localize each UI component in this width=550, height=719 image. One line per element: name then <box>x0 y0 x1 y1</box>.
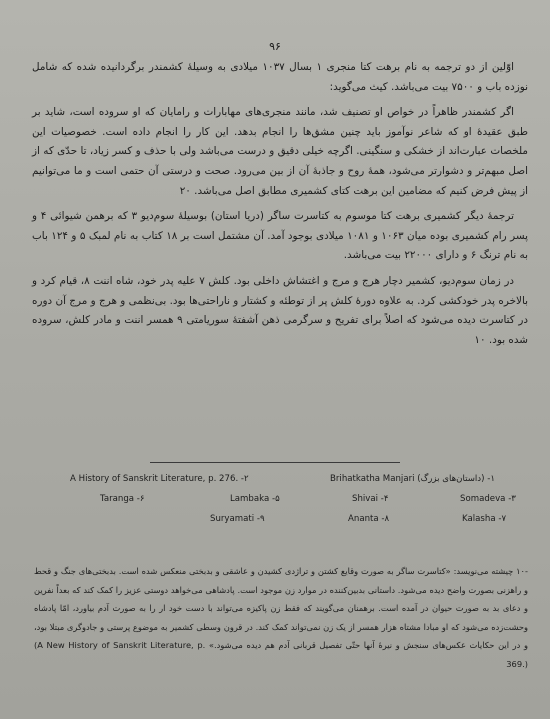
footnote-text: Suryamati <box>210 514 255 524</box>
footnote-label: -۸ <box>381 514 390 524</box>
footnote-text: A History of Sanskrit Literature, p. 276. <box>70 474 239 484</box>
footnote-row-1 <box>30 474 530 494</box>
main-text <box>32 58 528 356</box>
footnote-4 <box>352 494 388 504</box>
footnote-divider <box>150 462 400 463</box>
footnote-row-2 <box>30 494 530 514</box>
footnote-reference: (A New History of Sanskrit Literature, p. 369.) <box>34 640 528 669</box>
footnote-row-3 <box>30 514 530 534</box>
footnote-8 <box>348 514 389 524</box>
footnote-text: Somadeva <box>460 494 506 504</box>
footnote-text: Taranga <box>100 494 135 504</box>
footnote-7 <box>462 514 506 524</box>
footnote-text: Lambaka <box>230 494 270 504</box>
footnote-label: -۴ <box>380 494 389 504</box>
footnote-text: چیشته می‌نویسد: «کتاسرت ساگر به صورت وقایع کشتن و تراژدی کشیدن و عاشقی و بدبختی منعکس شده است. بدبختی‌های جنگ و قحط و راهزنی بصورت واضح دیده می‌شود. داستانی بدبین‌کننده در موارد زن موجود است. پادشاهی می‌خواهد دوستی عزیز را کمک کند که بعداً نفرین و دعای بد به صورت حیوان در آمده است. برهمنان می‌گویند که فقط زن پاکیزه می‌تواند با دست خود ار را به صورت آدم بیاورد، امّا پادشاه وحشت‌زده می‌شود که او مبادا مشتاه هزار همسر از یک زن نمی‌تواند کمک کند. در قرون وسطی کشمیر به موضوع پرستی و جادوگری مبتلا بود، و در این حکایات عکس‌های سنجش و نیرهٔ آنها حتّی تفصیل قربانی آدم هم دیده می‌شود.» <box>34 566 528 651</box>
footnote-label: -۷ <box>498 514 507 524</box>
paragraph-2: اگر کشمندر ظاهراً در خواص او تصنیف شد، مانند منجری‌های مهابارات و رامایان که او سروده است، شاید بر طبق عقیدهٔ او که شاعر نوآموز باید چنین مشق‌ها را انجام بدهد. این کار را انجام داده است. خصوصیات این ملخصات عبارت‌اند از خشکی و سنگینی. اگرچه خیلی دقیق و درست می‌باشد ولی با حذف و کسر زیاد، تا حدّی که از اصل مبهم‌تر و دشوارتر می‌شود، همهٔ روح و جاذبهٔ آن از بین می‌رود. صحت و درستی آن حتمی است و ما می‌توانیم از پیش فرض کنیم که مضامین این برهت کتای کشمیری مطابق اصل می‌باشد. ۲۰ <box>32 106 528 197</box>
paragraph-3: ترجمهٔ دیگر کشمیری برهت کتا موسوم به کتاسرت ساگر (دریا استان) بوسیلهٔ سوم‌دیو ۳ که برهمن شیوائی ۴ و پسر رام کشمیری بوده میان ۱۰۶۳ و ۱۰۸۱ میلادی بوجود آمد. آن مشتمل است بر ۱۸ کتاب به نام لمبک ۵ و ۱۲۴ باب به نام ترنگ ۶ و دارای ۲۲۰۰۰ بیت می‌باشد. <box>32 210 529 262</box>
footnote-label: -۳ <box>508 494 516 504</box>
footnote-label: -۱۰ <box>516 566 528 576</box>
footnote-label: -۵ <box>271 494 280 504</box>
paragraph-4: در زمان سوم‌دیو، کشمیر دچار هرج و مرج و اغتشاش داخلی بود. کلش ۷ علیه پدر خود، شاه اننت ۸، قیام کرد و بالاخره پدر خودکشی کرد. به علاوه دورهٔ کلش پر از توطئه و کشتار و ناراحتی‌ها بود. بی‌نظمی و هرج و مرج آن دوره در کتاسرت دیده می‌شود که اصلاً برای تفریح و سرگرمی ذهن آشفتهٔ سوریامتی ۹ همسر اننت و مادر کلش، سروده شده بود. ۱۰ <box>32 274 528 346</box>
footnote-label: -۹ <box>256 514 265 524</box>
footnotes <box>30 474 530 534</box>
footnote-label: -۱ <box>487 474 495 484</box>
footnote-text: Brihatkatha Manjari (داستان‌های بزرگ) <box>330 474 485 484</box>
paragraph-1: اوّلین از دو ترجمه به نام برهت کتا منجری ۱ بسال ۱۰۳۷ میلادی به وسیلهٔ کشمندر برگردانیده شده که شامل نوزده باب و ۷۵۰۰ بیت می‌باشد. کیث می‌گوید: <box>32 61 528 93</box>
footnote-text: Ananta <box>348 514 379 524</box>
page-number: ۹۶ <box>269 40 281 53</box>
footnote-label: -۲ <box>240 474 249 484</box>
footnote-5 <box>230 494 280 504</box>
footnote-label: -۶ <box>136 494 145 504</box>
footnote-6 <box>100 494 145 504</box>
footnote-text: Kalasha <box>462 514 496 524</box>
footnote-1 <box>330 474 495 484</box>
footnote-9 <box>210 514 265 524</box>
footnote-10 <box>34 562 528 674</box>
footnote-2 <box>70 474 249 484</box>
footnote-3 <box>460 494 516 504</box>
footnote-text: Shivai <box>352 494 379 504</box>
